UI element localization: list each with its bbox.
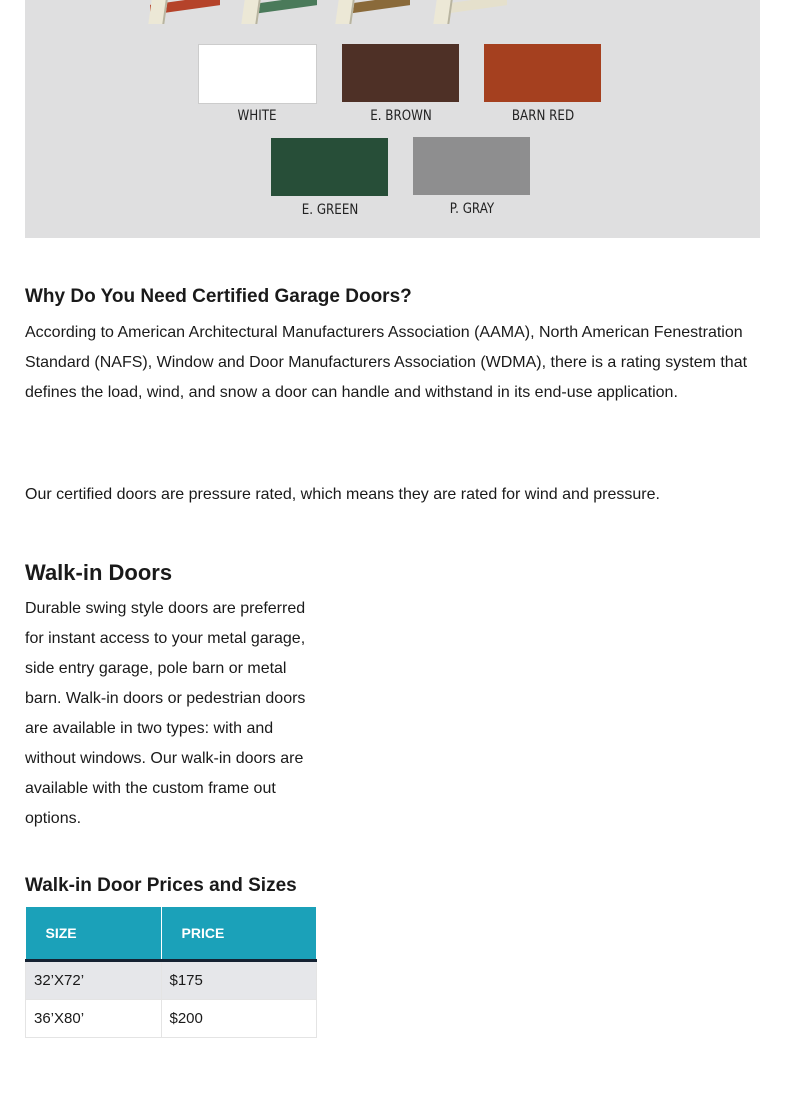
size-cell: 36’X80’	[26, 1000, 162, 1038]
table-header-row	[26, 907, 317, 961]
column-header-size: SIZE	[26, 907, 162, 961]
swatch-label: BARN RED	[511, 108, 575, 124]
walkin-paragraph: Durable swing style doors are preferred for instant access to your metal garage, side entry garage, pole barn or metal barn. Walk-in doors or pedestrian doors are available in two types: with and without windows. Our walk-in doors are available with the custom frame out options.	[25, 600, 306, 827]
door-frame	[241, 0, 260, 24]
swatch-label: WHITE	[237, 108, 277, 124]
swatch-label: E. GREEN	[301, 202, 359, 218]
price-table	[25, 907, 317, 1038]
color-options-image	[25, 0, 760, 238]
price-cell: $175	[161, 961, 317, 1000]
swatch-label: P. GRAY	[449, 201, 495, 217]
door-frame	[148, 0, 167, 24]
certified-paragraph-2: Our certified doors are pressure rated, which means they are rated for wind and pressure.	[25, 486, 660, 503]
swatch-barn-red	[484, 44, 601, 102]
swatch-brown	[342, 44, 459, 102]
walkin-heading: Walk-in Doors	[25, 560, 173, 585]
column-header-price: PRICE	[161, 907, 317, 961]
swatch-label: E. BROWN	[370, 108, 432, 124]
size-cell: 32’X72’	[26, 961, 162, 1000]
swatch-gray	[413, 137, 530, 195]
swatch-green	[271, 138, 388, 196]
price-table-heading: Walk-in Door Prices and Sizes	[25, 875, 297, 896]
table-row	[26, 961, 317, 1000]
swatch-white	[198, 44, 317, 104]
certified-heading: Why Do You Need Certified Garage Doors?	[25, 286, 412, 307]
door-frame	[433, 0, 452, 24]
price-cell: $200	[161, 1000, 317, 1038]
door-frame	[335, 0, 354, 24]
table-row	[26, 1000, 317, 1038]
certified-paragraph: According to American Architectural Manufacturers Association (AAMA), North American Fenestration Standard (NAFS), Window and Door Manufacturers Association (WDMA), there is a rating system that defines the load, wind, and snow a door can handle and withstand in its end-use application.	[25, 324, 748, 401]
